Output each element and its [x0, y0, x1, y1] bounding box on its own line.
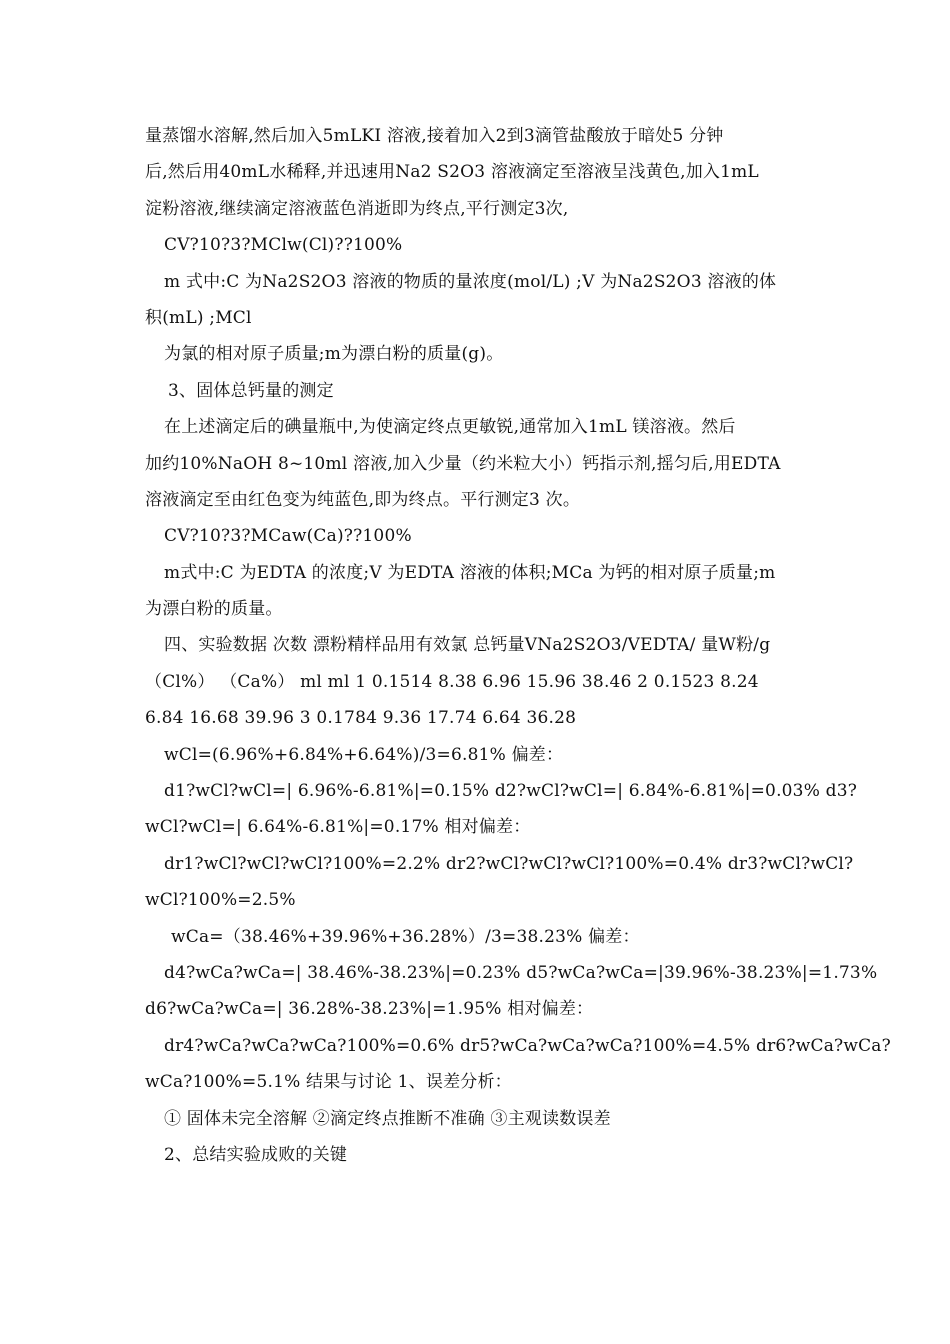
text-line: 在上述滴定后的碘量瓶中,为使滴定终点更敏锐,通常加入1mL 镁溶液。然后 [164, 417, 736, 438]
text-line: 溶液滴定至由红色变为纯蓝色,即为终点。平行测定3 次。 [145, 489, 581, 510]
data-line: 6.84 16.68 39.96 3 0.1784 9.36 17.74 6.64 36.28 [145, 708, 577, 729]
formula-line: wCl=(6.96%+6.84%+6.64%)/3=6.81% 偏差： [164, 744, 564, 765]
text-line: wCa?100%=5.1% 结果与讨论 1、误差分析： [145, 1072, 512, 1093]
text-line: 为氯的相对原子质量;m为漂白粉的质量(g)。 [164, 344, 504, 365]
formula-line: dr1?wCl?wCl?wCl?100%=2.2% dr2?wCl?wCl?wCl?100%=0.4% dr3?wCl?wCl? [164, 853, 854, 874]
section-heading: 2、总结实验成败的关键 [164, 1144, 348, 1165]
formula-line: CV?10?3?MClw(Cl)??100% [164, 235, 403, 256]
formula-line: CV?10?3?MCaw(Ca)??100% [164, 526, 412, 547]
section-heading: 四、实验数据 次数 漂粉精样品用有效氯 总钙量VNa2S2O3/VEDTA/ 量W粉/g [164, 635, 771, 656]
formula-line: wCl?100%=2.5% [145, 890, 296, 911]
text-line: 为漂白粉的质量。 [145, 599, 283, 620]
text-line: m 式中:C 为Na2S2O3 溶液的物质的量浓度(mol/L) ;V 为Na2S2O3 溶液的体 [164, 271, 777, 292]
text-line: m式中:C 为EDTA 的浓度;V 为EDTA 溶液的体积;MCa 为钙的相对原子质量;m [164, 562, 776, 583]
formula-line: dr4?wCa?wCa?wCa?100%=0.6% dr5?wCa?wCa?wCa?100%=4.5% dr6?wCa?wCa? [164, 1035, 891, 1056]
data-line: （Cl%） （Ca%） ml ml 1 0.1514 8.38 6.96 15.96 38.46 2 0.1523 8.24 [145, 671, 759, 692]
formula-line: wCl?wCl=| 6.64%-6.81%|=0.17% 相对偏差： [145, 817, 531, 838]
formula-line: d1?wCl?wCl=| 6.96%-6.81%|=0.15% d2?wCl?wCl=| 6.84%-6.81%|=0.03% d3? [164, 781, 858, 802]
text-line: 量蒸馏水溶解,然后加入5mLKI 溶液,接着加入2到3滴管盐酸放于暗处5 分钟 [145, 126, 724, 146]
formula-line: d4?wCa?wCa=| 38.46%-38.23%|=0.23% d5?wCa?wCa=|39.96%-38.23%|=1.73% [164, 962, 878, 983]
formula-line: d6?wCa?wCa=| 36.28%-38.23%|=1.95% 相对偏差： [145, 999, 594, 1020]
document-page [145, 118, 891, 1173]
text-line: 积(mL) ;MCl [145, 307, 252, 328]
text-line: 后,然后用40mL水稀释,并迅速用Na2 S2O3 溶液滴定至溶液呈浅黄色,加入1mL [145, 162, 759, 183]
section-heading: 3、固体总钙量的测定 [168, 380, 334, 401]
text-line: 加约10%NaOH 8~10ml 溶液,加入少量（约米粒大小）钙指示剂,摇匀后,用EDTA [145, 453, 781, 474]
text-line: ① 固体未完全溶解 ②滴定终点推断不准确 ③主观读数误差 [164, 1108, 611, 1129]
formula-line: wCa=（38.46%+39.96%+36.28%）/3=38.23% 偏差： [171, 926, 640, 947]
text-line: 淀粉溶液,继续滴定溶液蓝色消逝即为终点,平行测定3次, [145, 198, 569, 219]
